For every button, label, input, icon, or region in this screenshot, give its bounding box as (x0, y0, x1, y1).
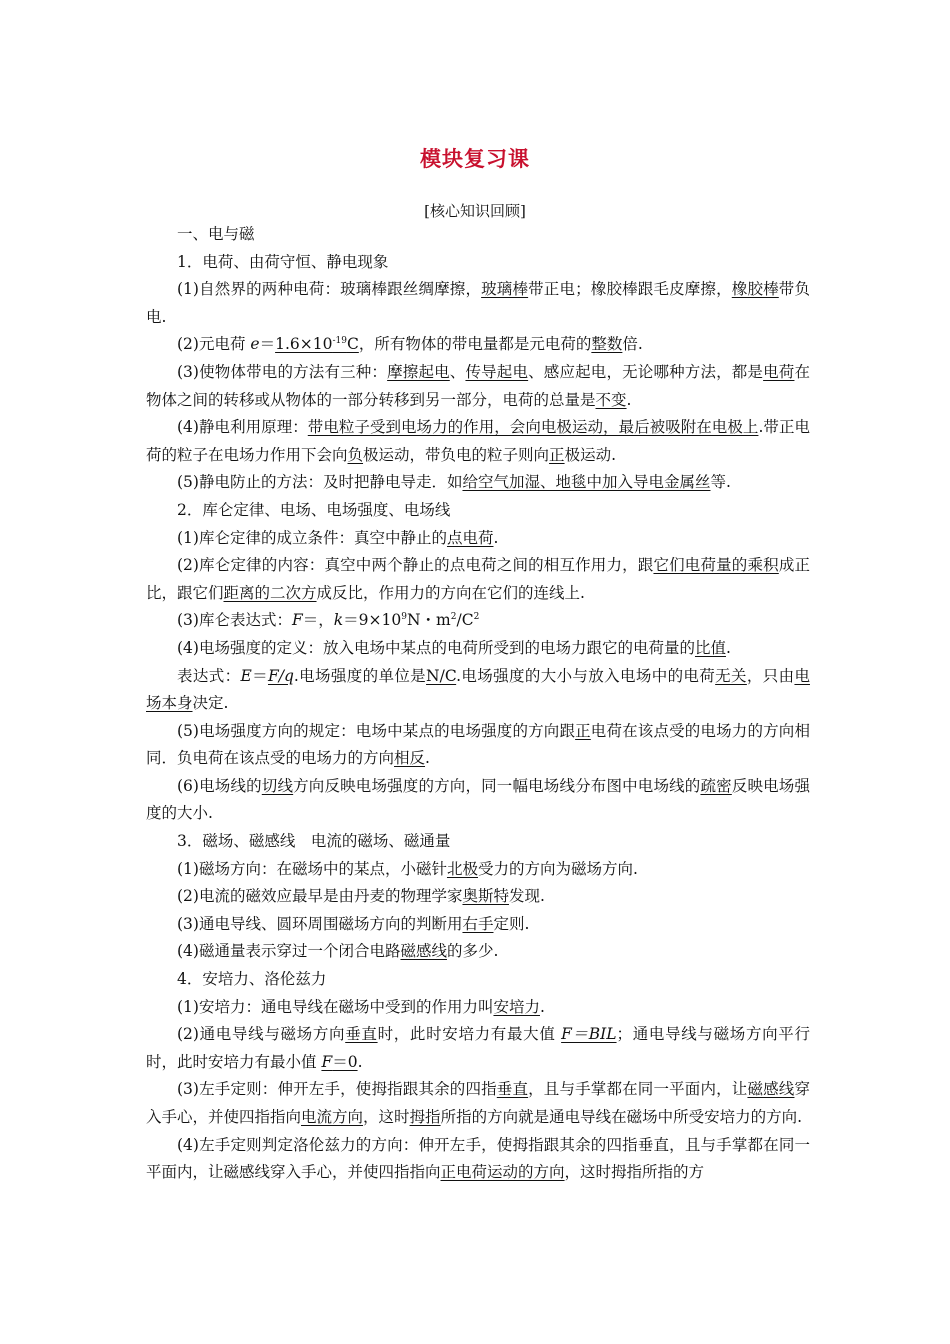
text-run: 极运动. (564, 445, 616, 464)
text-run: (4)磁通量表示穿过一个闭合电路 (177, 942, 401, 961)
text-run: k (333, 611, 344, 630)
underlined-answer: 点电荷 (446, 528, 494, 547)
text-run: 所指的方向就是通电导线在磁场中所受安培力的方向. (440, 1108, 802, 1126)
paragraph (146, 221, 810, 249)
text-run: .电场强度的单位是 (293, 666, 427, 685)
paragraph (146, 773, 810, 828)
text-run: 4．安培力、洛伦兹力 (177, 970, 327, 989)
paragraph (146, 359, 810, 414)
paragraph (146, 1021, 810, 1076)
text-run: 带正电；橡胶棒跟毛皮摩擦， (528, 280, 732, 299)
document-body (146, 221, 810, 1187)
text-run: (3)左手定则：伸开左手，使拇指跟其余的四指 (177, 1080, 497, 1099)
underlined-answer: 疏密 (700, 776, 732, 795)
text-run: ，这时 (363, 1108, 410, 1126)
underlined-answer: 拇指 (409, 1108, 441, 1126)
paragraph (146, 331, 810, 359)
underlined-answer: F/q (267, 666, 294, 685)
text-run: 表达式： (177, 666, 241, 685)
underlined-answer: 玻璃棒 (481, 280, 529, 299)
paragraph (146, 469, 810, 497)
underlined-answer: 电流方向 (301, 1108, 364, 1126)
text-run: (4)左手定则判定洛伦兹力的方向：伸开左手，使拇指跟其余的四指垂直，且与手掌都在同一平面内，让磁感线穿入手心，并使四指指向 (146, 1135, 810, 1182)
text-run: . (425, 749, 430, 768)
text-run: ，只由 (746, 666, 795, 685)
text-run: . (626, 390, 632, 409)
text-run: (3)库仑表达式： (177, 611, 292, 630)
paragraph (146, 249, 810, 277)
text-run: 等. (710, 473, 731, 492)
paragraph (146, 828, 810, 856)
underlined-answer: 正 (549, 445, 565, 464)
text-run: 2 (450, 612, 457, 623)
underlined-answer: 相反 (394, 749, 426, 768)
underlined-answer: 给空气加湿、地毯中加入导电金属丝 (462, 473, 711, 492)
underlined-answer: 垂直 (496, 1080, 529, 1099)
text-run: 发现. (508, 887, 545, 906)
text-run: (2)电流的磁效应最早是由丹麦的物理学家 (177, 887, 463, 906)
paragraph (146, 1076, 810, 1131)
underlined-answer: 1.6×10 (275, 335, 333, 354)
text-run: e (250, 335, 260, 354)
text-run: 2 (473, 612, 480, 623)
text-run: .电场强度的大小与放入电场中的电荷 (456, 666, 716, 685)
underlined-answer: F＝BIL (561, 1025, 617, 1044)
text-run: ，这时拇指所指的方 (564, 1163, 705, 1182)
paragraph (146, 1132, 810, 1187)
underlined-answer: 整数 (591, 335, 623, 354)
paragraph (146, 911, 810, 939)
text-run: 的多少. (446, 942, 499, 961)
text-run: ＝ (259, 335, 276, 354)
text-run: ，所有物体的带电量都是元电荷的 (358, 335, 592, 354)
text-run: (1)安培力：通电导线在磁场中受到的作用力叫 (177, 997, 494, 1016)
underlined-answer: 无关 (715, 666, 747, 685)
text-run: (2)元电荷 (177, 335, 251, 354)
paragraph (146, 718, 810, 773)
underlined-answer: 磁感线 (747, 1080, 795, 1099)
underlined-answer: 正 (575, 721, 591, 740)
text-run: 成反比，作用力的方向在它们的连线上. (316, 583, 585, 602)
underlined-answer: -19 (332, 336, 347, 347)
underlined-answer: 切线 (261, 776, 294, 795)
text-run: N・m (406, 611, 451, 630)
text-run: (1)自然界的两种电荷：玻璃棒跟丝绸摩擦， (177, 280, 482, 299)
text-run: 3．磁场、磁感线 电流的磁场、磁通量 (177, 832, 451, 851)
underlined-answer: 负 (347, 445, 364, 464)
underlined-answer: 磁感线 (400, 942, 447, 961)
underlined-answer: 垂直 (345, 1025, 378, 1044)
text-run: (4)静电利用原理： (177, 418, 308, 437)
text-run: 极运动，带负电的粒子则向 (363, 445, 550, 464)
text-run: ；通电导线与磁场方向平行时，此时安培力有最小值 (146, 1025, 810, 1071)
paragraph (146, 276, 810, 331)
text-run: ＝， (302, 611, 334, 630)
text-run: . (539, 997, 545, 1016)
text-run: 反映电场强度的大小. (146, 776, 810, 823)
text-run: (2)通电导线与磁场方向 (177, 1025, 346, 1044)
underlined-answer: ＝0 (332, 1052, 358, 1071)
paragraph (146, 552, 810, 607)
paragraph (146, 525, 810, 553)
text-run: (1)库仑定律的成立条件：真空中静止的 (177, 528, 447, 547)
text-run: (3)使物体带电的方法有三种： (177, 362, 388, 381)
paragraph (146, 938, 810, 966)
text-run: 定则. (493, 914, 530, 933)
paragraph (146, 883, 810, 911)
underlined-answer: 带电粒子受到电场力的作用，会向电极运动，最后被吸附在电极上 (307, 418, 759, 437)
text-run: (6)电场线的 (177, 776, 262, 795)
text-run: (5)静电防止的方法：及时把静电导走．如 (177, 473, 463, 492)
section-heading: [核心知识回顾] (424, 202, 526, 220)
text-run: F (291, 611, 303, 630)
text-run: 成正比，跟它们 (146, 556, 810, 602)
text-run: 在物体之间的转移或从物体的一部分转移到另一部分，电荷的总量是 (146, 362, 810, 409)
text-run: (1)磁场方向：在磁场中的某点，小磁针 (177, 859, 447, 878)
underlined-answer: 不变 (595, 390, 627, 409)
underlined-answer: 奥斯特 (462, 887, 509, 906)
text-run: ＝ (251, 666, 268, 685)
underlined-answer: 橡胶棒 (731, 280, 779, 299)
text-run: 电荷在该点受的电场力的方向相同．负电荷在该点受的电场力的方向 (146, 721, 810, 768)
text-run: 1．电荷、由荷守恒、静电现象 (177, 252, 389, 271)
underlined-answer: 摩擦起电 (387, 362, 450, 381)
underlined-answer: C (346, 335, 359, 354)
text-run: . (725, 638, 731, 657)
underlined-answer: 安培力 (493, 997, 540, 1016)
text-run: . (493, 528, 499, 547)
underlined-answer: 传导起电 (465, 362, 529, 381)
paragraph (146, 414, 810, 469)
paragraph (146, 607, 810, 635)
text-run: 9 (401, 612, 407, 623)
paragraph (146, 497, 810, 525)
underlined-answer: N/C (426, 666, 457, 685)
text-run: (4)电场强度的定义：放入电场中某点的电荷所受到的电场力跟它的电荷量的 (177, 638, 695, 657)
text-run: /C (456, 611, 474, 630)
paragraph (146, 994, 810, 1022)
text-run: .带正电荷的粒子在电场力作用下会向 (146, 418, 810, 464)
underlined-answer: F (321, 1052, 333, 1071)
text-run: E (240, 666, 252, 685)
underlined-answer: 北极 (446, 859, 478, 878)
text-run: 穿入手心，并使四指指向 (146, 1080, 810, 1126)
text-run: ＝9×10 (343, 611, 402, 630)
paragraph (146, 663, 810, 718)
paragraph (146, 966, 810, 994)
text-run: 、 (449, 362, 466, 381)
underlined-answer: 右手 (462, 914, 494, 933)
text-run: 2．库仑定律、电场、电场强度、电场线 (177, 500, 451, 519)
text-run: 受力的方向为磁场方向. (477, 859, 638, 878)
page-title: 模块复习课 (420, 147, 530, 171)
underlined-answer: 电荷 (763, 362, 795, 381)
paragraph (146, 635, 810, 663)
underlined-answer: 距离的二次方 (223, 583, 317, 602)
underlined-answer: 它们电荷量的乘积 (653, 556, 779, 575)
text-run: 时，此时安培力有最大值 (377, 1025, 562, 1044)
text-run: (3)通电导线、圆环周围磁场方向的判断用 (177, 914, 463, 933)
text-run: 、感应起电，无论哪种方法，都是 (528, 362, 764, 381)
underlined-answer: 电场本身 (146, 666, 810, 713)
underlined-answer: 正电荷运动的方向 (440, 1163, 565, 1182)
paragraph (146, 856, 810, 884)
text-run: ，且与手掌都在同一平面内，让 (528, 1080, 748, 1099)
text-run: 决定. (192, 694, 229, 713)
text-run: 倍. (622, 335, 643, 354)
text-run: 方向反映电场强度的方向，同一幅电场线分布图中电场线的 (293, 776, 701, 795)
underlined-answer: 比值 (694, 638, 726, 657)
text-run: . (357, 1052, 363, 1071)
text-run: 一、电与磁 (177, 225, 255, 243)
text-run: (2)库仑定律的内容：真空中两个静止的点电荷之间的相互作用力，跟 (177, 556, 654, 575)
text-run: (5)电场强度方向的规定：电场中某点的电场强度的方向跟 (177, 721, 576, 740)
text-run: 带负电. (146, 280, 810, 326)
